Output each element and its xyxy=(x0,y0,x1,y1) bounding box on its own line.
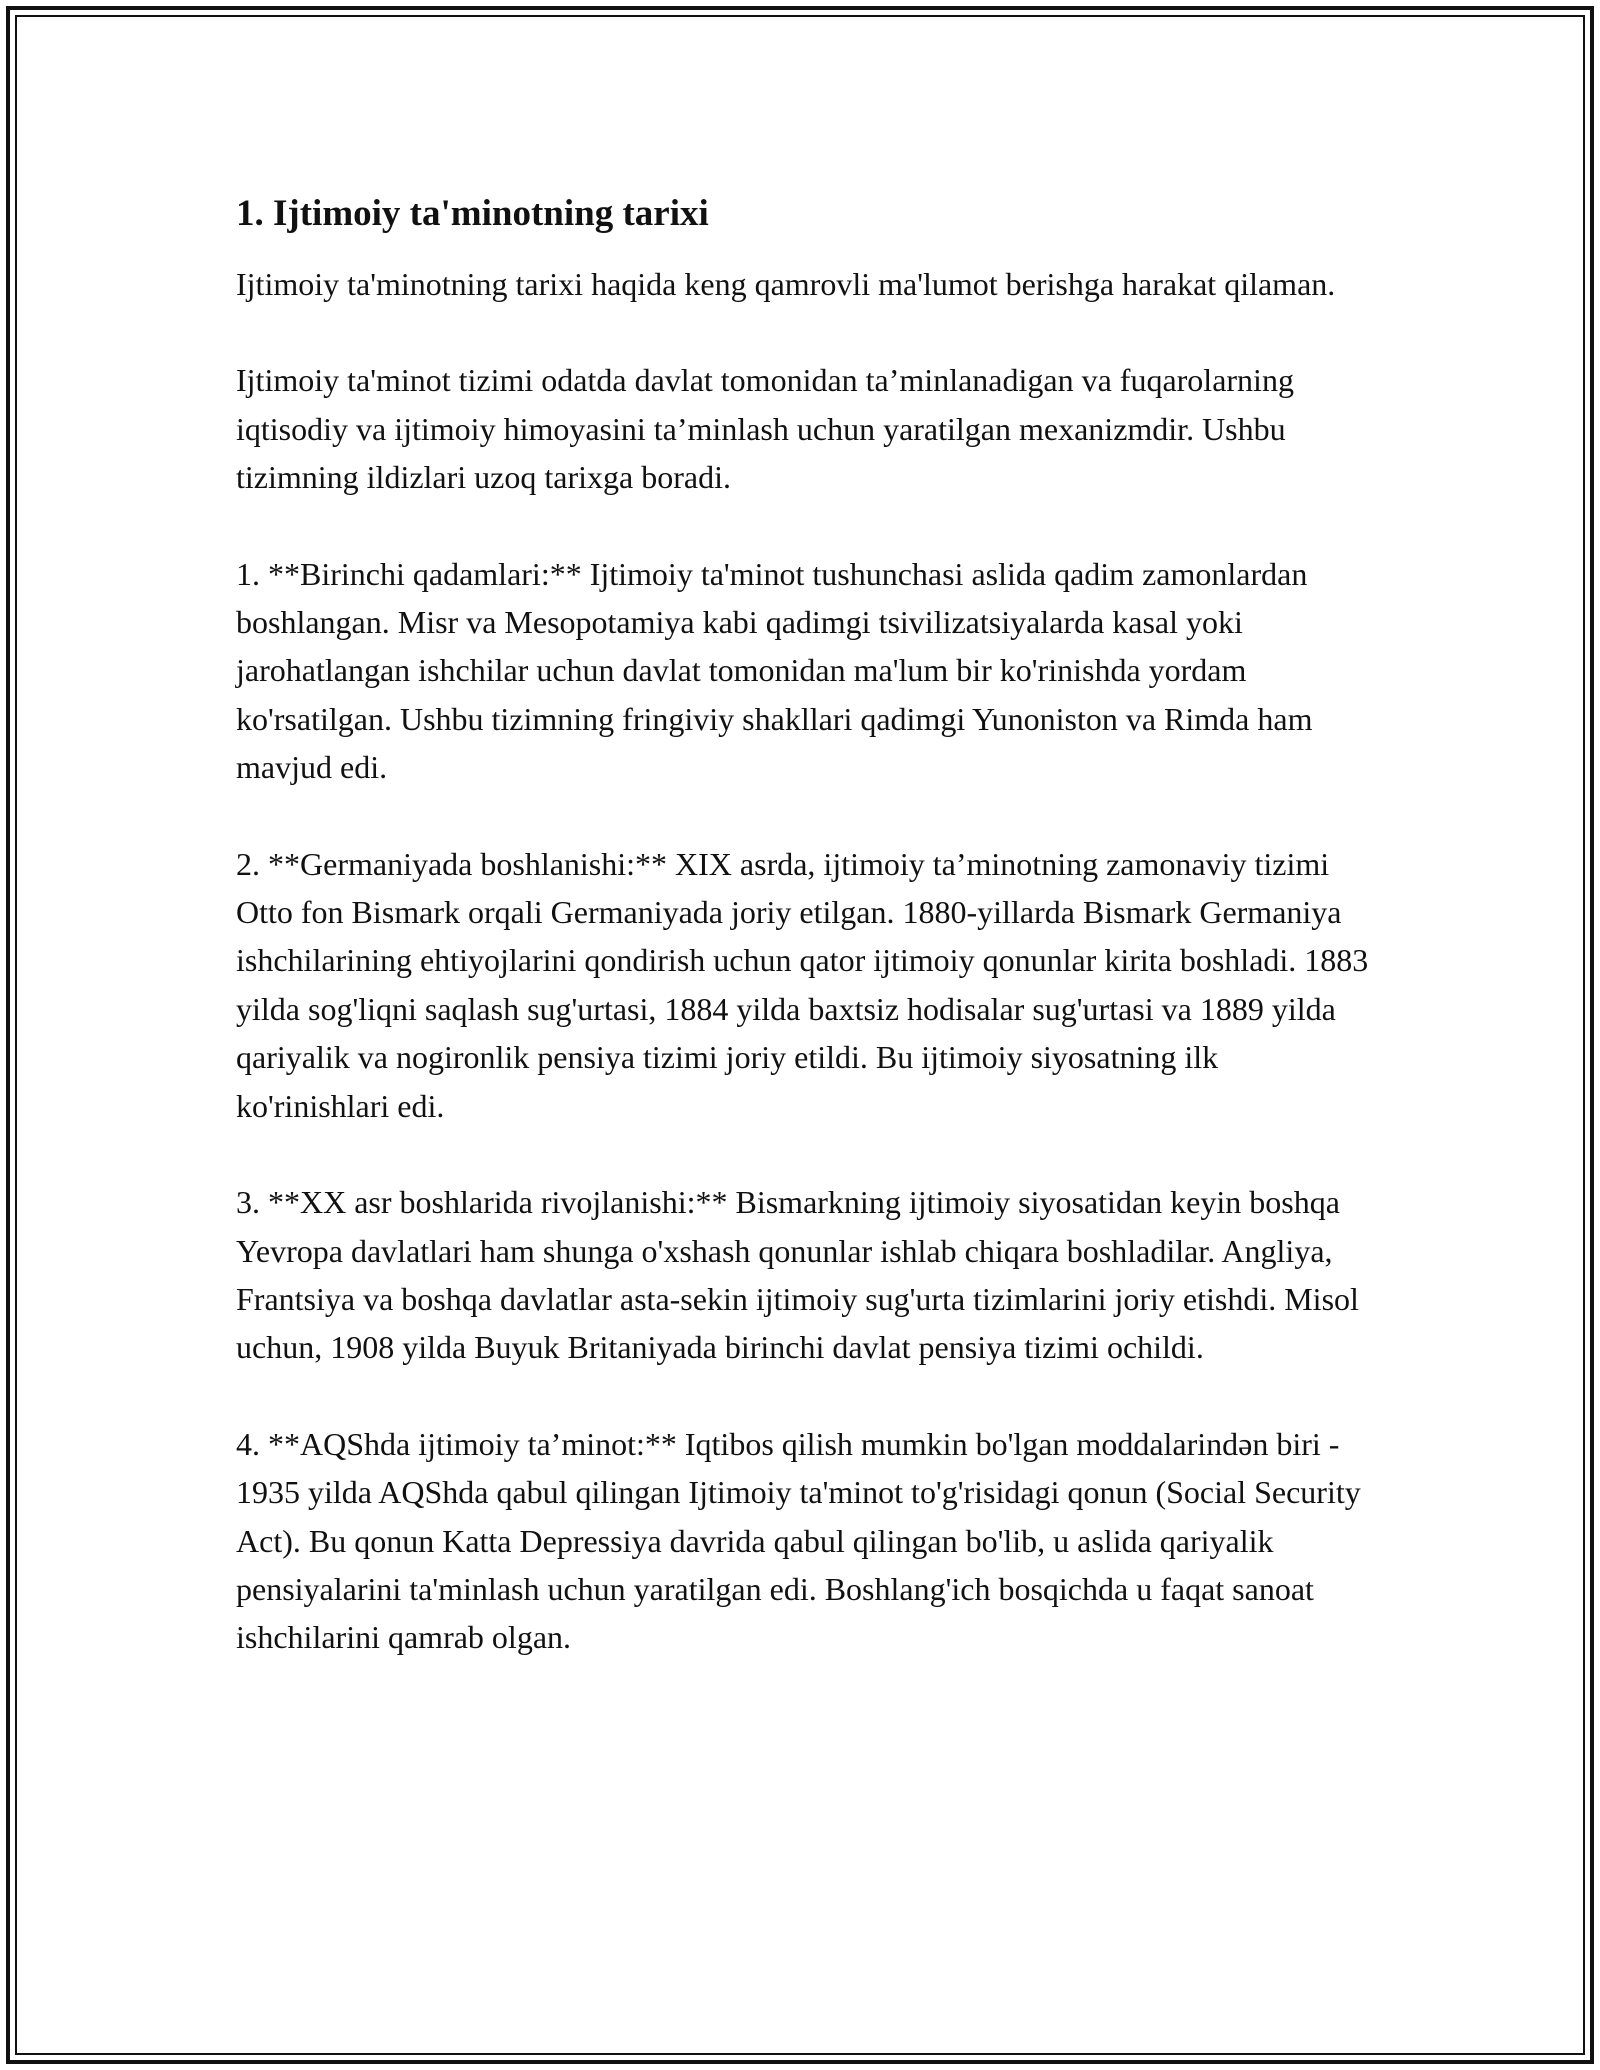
paragraph-item-3: 3. **XX asr boshlarida rivojlanishi:** Bismarkning ijtimoiy siyosatidan keyin boshqa Yevropa davlatlari ham shunga o'xshash qonunlar ishlab chiqara boshladilar. Angliya, Frantsiya va boshqa davlatlar asta-sekin ijtimoiy sug'urta tizimlarini joriy etishdi. Misol uchun, 1908 yilda Buyuk Britaniyada birinchi davlat pensiya tizimi ochildi. xyxy=(236,1184,1359,1366)
document-heading: 1. Ijtimoiy ta'minotning tarixi xyxy=(236,193,709,234)
paragraph-item-2: 2. **Germaniyada boshlanishi:** XIX asrda, ijtimoiy ta’minotning zamonaviy tizimi Otto fon Bismark orqali Germaniyada joriy etilgan. 1880-yillarda Bismark Germaniya ishchilarining ehtiyojlarini qondirish uchun qator ijtimoiy qonunlar kirita boshladi. 1883 yilda sog'liqni saqlash sug'urtasi, 1884 yilda baxtsiz hodisalar sug'urtasi va 1889 yilda qariyalik va nogironlik pensiya tizimi joriy etildi. Bu ijtimoiy siyosatning ilk ko'rinishlari edi. xyxy=(236,845,1369,1124)
paragraph-item-4: 4. **AQShda ijtimoiy ta’minot:** Iqtibos qilish mumkin bo'lgan moddalarindən biri - 1935 yilda AQShda qabul qilingan Ijtimoiy ta'minot to'g'risidagi qonun (Social Security Act). Bu qonun Katta Depressiya davrida qabul qilingan bo'lib, u aslida qariyalik pensiyalarini ta'minlash uchun yaratilgan edi. Boshlang'ich bosqichda u faqat sanoat ishchilarini qamrab olgan. xyxy=(236,1425,1361,1656)
paragraph-intro: Ijtimoiy ta'minotning tarixi haqida keng qamrovli ma'lumot berishga harakat qilaman. xyxy=(236,266,1336,302)
paragraph-item-1: 1. **Birinchi qadamlari:** Ijtimoiy ta'minot tushunchasi aslida qadim zamonlardan boshlangan. Misr va Mesopotamiya kabi qadimgi tsivilizatsiyalarda kasal yoki jarohatlangan ishchilar uchun davlat tomonidan ma'lum bir ko'rinishda yordam ko'rsatilgan. Ushbu tizimning fringiviy shakllari qadimgi Yunoniston va Rimda ham mavjud edi. xyxy=(236,555,1313,786)
paragraph-definition: Ijtimoiy ta'minot tizimi odatda davlat tomonidan ta’minlanadigan va fuqarolarning iqtisodiy va ijtimoiy himoyasini ta’minlash uchun yaratilgan mexanizmdir. Ushbu tizimning ildizlari uzoq tarixga boradi. xyxy=(236,362,1294,496)
document-body xyxy=(236,186,1376,1710)
